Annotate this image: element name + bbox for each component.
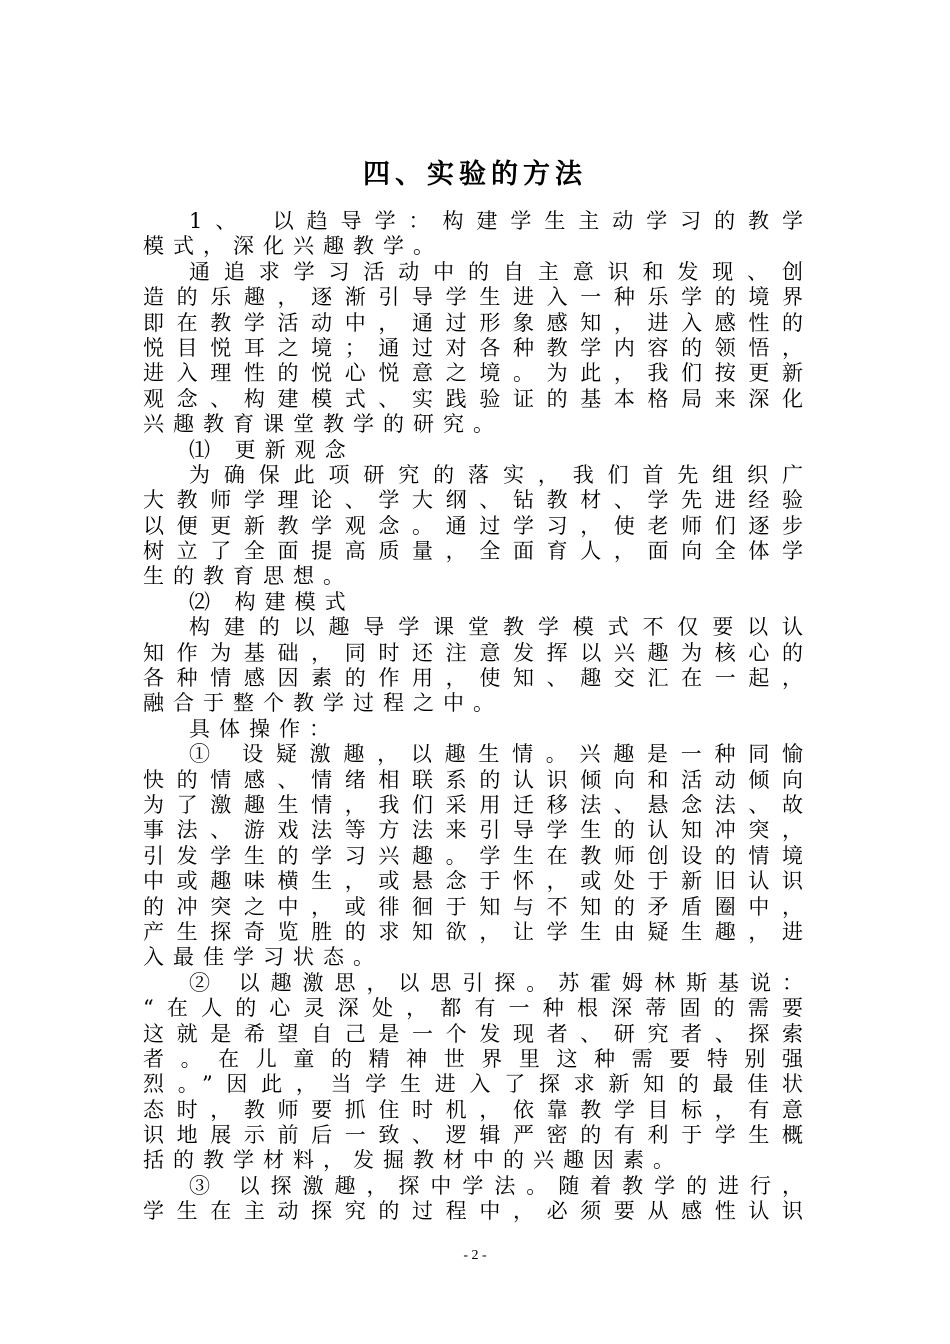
- text-line: 模式，深化兴趣教学。: [143, 234, 443, 259]
- text-line: 烈。”因此，当学生进入了探求新知的最佳状: [143, 1072, 803, 1097]
- text-line: 产生探奇览胜的求知欲，让学生由疑生趣，进: [143, 919, 803, 944]
- text-line: ② 以趣激思，以思引探。苏霍姆林斯基说：: [189, 970, 803, 995]
- text-line: 事法、游戏法等方法来引导学生的认知冲突，: [143, 818, 803, 843]
- text-line: 造的乐趣，逐渐引导学生进入一种乐学的境界: [143, 285, 803, 310]
- subheading: 具体操作：: [189, 716, 339, 741]
- text-line: 构建的以趣导学课堂教学模式不仅要以认: [189, 615, 803, 640]
- text-line: 为确保此项研究的落实，我们首先组织广: [189, 462, 803, 487]
- text-line: 以便更新教学观念。通过学习，使老师们逐步: [143, 513, 803, 538]
- text-line: 快的情感、情绪相联系的认识倾向和活动倾向: [143, 767, 803, 792]
- text-line: 兴趣教育课堂教学的研究。: [143, 412, 503, 437]
- text-line: 者。在儿童的精神世界里这种需要特别强: [143, 1046, 803, 1071]
- text-line: 大教师学理论、学大纲、钻教材、学先进经验: [143, 488, 803, 513]
- text-line: “在人的心灵深处，都有一种根深蒂固的需要: [143, 996, 803, 1021]
- text-line: 即在教学活动中，通过形象感知，进入感性的: [143, 310, 803, 335]
- text-line: 1、 以趋导学：构建学生主动学习的教学: [189, 209, 803, 233]
- text-line: 态时，教师要抓住时机，依靠教学目标，有意: [143, 1097, 803, 1122]
- text-line: 通追求学习活动中的自主意识和发现、创: [189, 259, 803, 284]
- text-line: ③ 以探激趣，探中学法。随着教学的进行，: [189, 1173, 803, 1198]
- subheading: ⑵ 构建模式: [189, 589, 355, 614]
- text-line: 引发学生的学习兴趣。学生在教师创设的情境: [143, 843, 803, 868]
- text-line: 学生在主动探究的过程中，必须要从感性认识: [143, 1199, 803, 1224]
- text-line: ① 设疑激趣，以趣生情。兴趣是一种同愉: [189, 742, 803, 767]
- section-title: 四、实验的方法: [363, 159, 587, 190]
- text-line: 观念、构建模式、实践验证的基本格局来深化: [143, 386, 803, 411]
- text-line: 入最佳学习状态。: [143, 945, 383, 970]
- subheading: ⑴ 更新观念: [189, 437, 355, 462]
- text-line: 为了激趣生情，我们采用迁移法、悬念法、故: [143, 792, 803, 817]
- body-text: [143, 209, 803, 1225]
- text-line: 识地展示前后一致、逻辑严密的有利于学生概: [143, 1123, 803, 1148]
- text-line: 各种情感因素的作用，使知、趣交汇在一起，: [143, 666, 803, 691]
- text-line: 中或趣味横生，或悬念于怀，或处于新旧认识: [143, 869, 803, 894]
- text-line: 知作为基础，同时还注意发挥以兴趣为核心的: [143, 640, 803, 665]
- text-line: 这就是希望自己是一个发现者、研究者、探索: [143, 1021, 803, 1046]
- text-line: 融合于整个教学过程之中。: [143, 691, 503, 716]
- text-line: 悦目悦耳之境；通过对各种教学内容的领悟，: [143, 335, 803, 360]
- page-number: - 2 -: [463, 1248, 487, 1263]
- text-line: 括的教学材料，发掘教材中的兴趣因素。: [143, 1148, 683, 1173]
- text-line: 进入理性的悦心悦意之境。为此，我们按更新: [143, 361, 803, 386]
- text-line: 的冲突之中，或徘徊于知与不知的矛盾圈中，: [143, 894, 803, 919]
- text-line: 树立了全面提高质量，全面育人，面向全体学: [143, 539, 803, 564]
- text-line: 生的教育思想。: [143, 564, 353, 589]
